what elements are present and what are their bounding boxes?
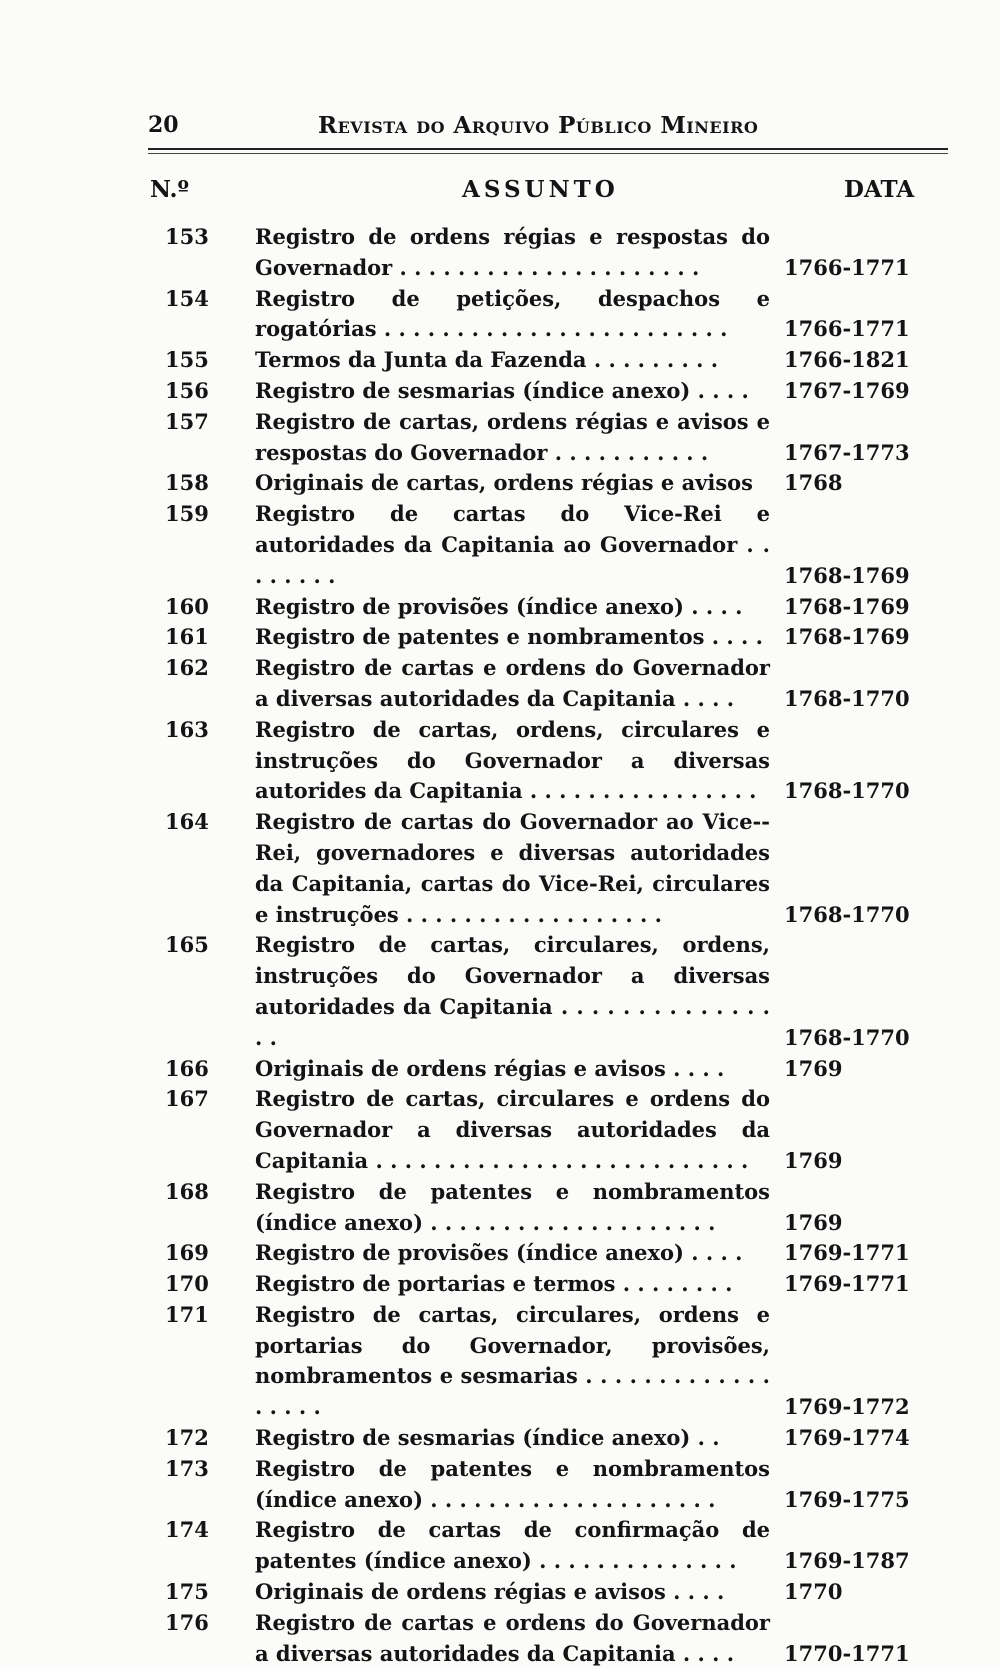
entry-date: 1769 <box>784 1147 843 1173</box>
entry-subject: Registro de cartas de confirmação de patentes (índice anexo) . . . . . . . . . . . . . . <box>255 1517 770 1574</box>
entry-subject: Registro de ordens régias e respostas do Governador . . . . . . . . . . . . . . . . . . . . . <box>255 224 770 280</box>
entry-subject: Registro de patentes e nombramentos (índice anexo) . . . . . . . . . . . . . . . . . . . . <box>255 1178 770 1235</box>
entry-date: 1768-1770 <box>784 901 910 927</box>
entry-number: 155 <box>165 347 209 373</box>
column-header-subject: ASSUNTO <box>462 176 619 203</box>
entry-list <box>0 222 1000 1669</box>
entry-subject: Originais de ordens régias e avisos . . . . <box>255 1579 725 1605</box>
entry-row <box>0 1454 1000 1516</box>
header-rule-thin <box>148 153 948 154</box>
entry-date: 1770 <box>784 1579 843 1605</box>
entry-date: 1769-1787 <box>784 1548 910 1574</box>
entry-row <box>0 653 1000 715</box>
entry-row <box>0 284 1000 346</box>
entry-row <box>0 1515 1000 1577</box>
entry-subject: Originais de ordens régias e avisos . . . . <box>255 1055 725 1081</box>
entry-subject: Registro de cartas e ordens do Governador a diversas autoridades da Capitania . . . . <box>255 1609 770 1666</box>
entry-subject: Registro de sesmarias (índice anexo) . . <box>255 1425 720 1451</box>
column-header-number: N.º <box>150 176 190 203</box>
entry-subject: Termos da Junta da Fazenda . . . . . . . . . <box>255 347 719 373</box>
entry-subject: Registro de cartas, circulares, ordens, instruções do Governador a diversas autoridades da Capitania . . . . . . . . . . . . . . . . <box>255 932 770 1050</box>
entry-number: 159 <box>165 501 209 527</box>
entry-row <box>0 376 1000 407</box>
entry-number: 157 <box>165 408 209 434</box>
entry-date: 1766-1771 <box>784 254 910 280</box>
entry-subject: Registro de cartas, circulares, ordens e portarias do Governador, provisões, nombramentos e sesmarias . . . . . . . . . . . . . . . . . . <box>255 1301 770 1420</box>
entry-row <box>0 1300 1000 1423</box>
entry-date: 1768-1770 <box>784 1024 910 1050</box>
entry-date: 1768-1770 <box>784 685 910 711</box>
entry-number: 153 <box>165 224 209 249</box>
entry-subject: Registro de cartas, ordens, circulares e instruções do Governador a diversas autorides da Capitania . . . . . . . . . . . . . . . . <box>255 716 770 804</box>
entry-row <box>0 930 1000 1053</box>
entry-number: 170 <box>165 1271 209 1297</box>
entry-date: 1768-1769 <box>784 562 910 588</box>
entry-date: 1769-1774 <box>784 1425 910 1451</box>
entry-number: 161 <box>165 624 209 650</box>
entry-row <box>0 592 1000 623</box>
entry-number: 173 <box>165 1455 209 1481</box>
entry-row <box>0 715 1000 807</box>
entry-row <box>0 1177 1000 1239</box>
entry-subject: Registro de cartas, circulares e ordens do Governador a diversas autoridades da Capitania . . . . . . . . . . . . . . . . . . . . . . . . . . <box>255 1086 770 1173</box>
entry-date: 1769 <box>784 1055 843 1081</box>
entry-date: 1768-1769 <box>784 624 910 650</box>
entry-subject: Registro de cartas, ordens régias e avisos e respostas do Governador . . . . . . . . . . . <box>255 408 770 465</box>
entry-number: 166 <box>165 1055 209 1081</box>
entry-number: 163 <box>165 716 209 742</box>
entry-number: 174 <box>165 1517 209 1543</box>
entry-subject: Registro de cartas do Governador ao Vice--Rei, governadores e diversas autoridades da Capitania, cartas do Vice-Rei, circulares e instruções . . . . . . . . . . . . . . . . . . <box>255 809 770 927</box>
entry-date: 1767-1769 <box>784 377 910 403</box>
entry-row <box>0 1608 1000 1669</box>
entry-subject: Registro de cartas e ordens do Governador a diversas autoridades da Capitania . . . . <box>255 655 770 711</box>
entry-date: 1769-1772 <box>784 1394 910 1420</box>
entry-number: 167 <box>165 1086 209 1112</box>
header-rule <box>148 148 948 150</box>
entry-subject: Registro de sesmarias (índice anexo) . . . . <box>255 377 749 403</box>
entry-row <box>0 407 1000 469</box>
entry-number: 156 <box>165 377 209 403</box>
entry-date: 1768 <box>784 470 843 496</box>
entry-number: 172 <box>165 1425 209 1451</box>
entry-number: 171 <box>165 1301 209 1327</box>
entry-date: 1769-1771 <box>784 1240 910 1266</box>
entry-row <box>0 1084 1000 1176</box>
entry-number: 158 <box>165 470 209 496</box>
entry-number: 154 <box>165 285 209 311</box>
entry-row <box>0 622 1000 653</box>
journal-title: Revista do Arquivo Público Mineiro <box>318 112 759 139</box>
entry-row <box>0 1054 1000 1085</box>
entry-date: 1768-1769 <box>784 593 910 619</box>
page-number: 20 <box>148 112 179 138</box>
entry-number: 169 <box>165 1240 209 1266</box>
entry-row <box>0 1423 1000 1454</box>
entry-subject: Registro de patentes e nombramentos . . . . <box>255 624 763 650</box>
entry-number: 175 <box>165 1579 209 1605</box>
entry-date: 1770-1771 <box>784 1640 910 1666</box>
entry-date: 1766-1821 <box>784 347 910 373</box>
entry-row <box>0 1269 1000 1300</box>
entry-date: 1768-1770 <box>784 778 910 804</box>
entry-number: 176 <box>165 1609 209 1635</box>
entry-date: 1769-1771 <box>784 1271 910 1297</box>
entry-subject: Registro de cartas do Vice-Rei e autoridades da Capitania ao Governador . . . . . . . . <box>255 501 770 588</box>
entry-number: 165 <box>165 932 209 958</box>
entry-row <box>0 1577 1000 1608</box>
entry-number: 162 <box>165 655 209 681</box>
entry-row <box>0 345 1000 376</box>
entry-subject: Originais de cartas, ordens régias e avisos <box>255 470 754 496</box>
entry-row <box>0 222 1000 284</box>
entry-date: 1769 <box>784 1209 843 1235</box>
entry-number: 160 <box>165 593 209 619</box>
entry-date: 1769-1775 <box>784 1486 910 1512</box>
column-header-date: DATA <box>844 176 915 203</box>
entry-row <box>0 468 1000 499</box>
entry-row <box>0 807 1000 930</box>
entry-date: 1767-1773 <box>784 439 910 465</box>
entry-subject: Registro de patentes e nombramentos (índice anexo) . . . . . . . . . . . . . . . . . . . . <box>255 1455 770 1512</box>
entry-subject: Registro de provisões (índice anexo) . . . . <box>255 1240 743 1266</box>
entry-date: 1766-1771 <box>784 316 910 342</box>
entry-number: 164 <box>165 809 209 835</box>
entry-row <box>0 499 1000 591</box>
entry-number: 168 <box>165 1178 209 1204</box>
entry-subject: Registro de provisões (índice anexo) . . . . <box>255 593 743 619</box>
entry-row <box>0 1238 1000 1269</box>
entry-subject: Registro de petições, despachos e rogatórias . . . . . . . . . . . . . . . . . . . . . . . . <box>255 285 770 342</box>
entry-subject: Registro de portarias e termos . . . . . . . . <box>255 1271 733 1297</box>
